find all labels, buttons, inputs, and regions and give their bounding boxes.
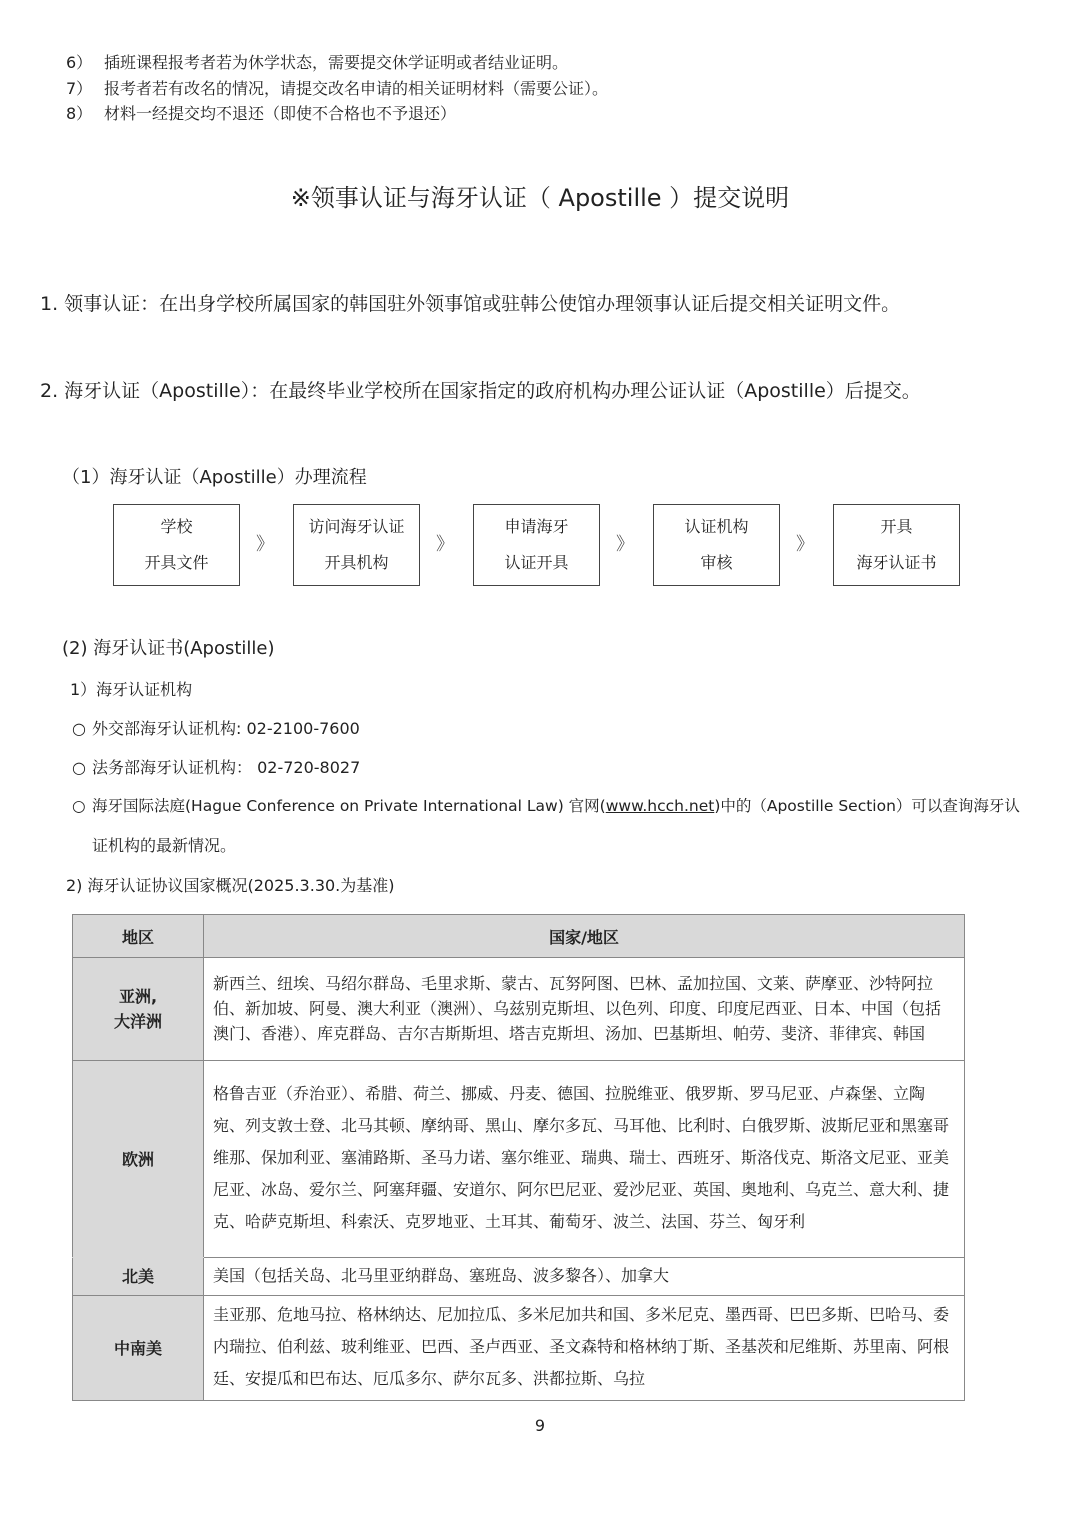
section-apostille: 2. 海牙认证（Apostille）：在最终毕业学校所在国家指定的政府机构办理公证认证（Apostille）后提交。 — [40, 380, 921, 402]
flow-arrow: 》 — [796, 534, 814, 555]
flow-step-2: 访问海牙认证 开具机构 — [293, 504, 420, 586]
table-header-row — [73, 915, 965, 958]
section-consular: 1. 领事认证：在出身学校所属国家的韩国驻外领事馆或驻韩公使馆办理领事认证后提交相关证明文件。 — [40, 293, 901, 315]
table-row — [73, 1258, 965, 1296]
region-cell: 北美 — [73, 1258, 204, 1296]
flow-arrow: 》 — [616, 534, 634, 555]
hcch-link[interactable]: www.hcch.net — [605, 797, 715, 815]
countries-cell: 美国（包括关岛、北马里亚纳群岛、塞班岛、波多黎各）、加拿大 — [204, 1258, 965, 1296]
countries-subheading: 2) 海牙认证协议国家概况(2025.3.30.为基准) — [66, 876, 395, 895]
flow-arrow: 》 — [436, 534, 454, 555]
region-cell: 亚洲, 大洋洲 — [73, 958, 204, 1061]
page-number: 9 — [534, 1416, 546, 1435]
table-row — [73, 958, 965, 1061]
apostille-countries-table — [72, 914, 965, 1401]
list-item: 6） 插班课程报考者若为休学状态，需要提交休学证明或者结业证明。 — [66, 53, 569, 72]
agency-subheading: 1）海牙认证机构 — [70, 680, 193, 699]
list-item: 7） 报考者若有改名的情况，请提交改名申请的相关证明材料（需要公证）。 — [66, 79, 609, 98]
region-cell: 中南美 — [73, 1296, 204, 1401]
countries-cell: 圭亚那、危地马拉、格林纳达、尼加拉瓜、多米尼加共和国、多米尼克、墨西哥、巴巴多斯、巴哈马、委内瑞拉、伯利兹、玻利维亚、巴西、圣卢西亚、圣文森特和格林纳丁斯、圣基茨和尼维斯、苏里南、阿根廷、安提瓜和巴布达、厄瓜多尔、萨尔瓦多、洪都拉斯、乌拉 — [204, 1296, 965, 1401]
flow-step-4: 认证机构 审核 — [653, 504, 780, 586]
table-row — [73, 1296, 965, 1401]
bullet-icon: ○ — [72, 719, 86, 738]
header-region: 地区 — [73, 915, 204, 958]
bullet-icon: ○ — [72, 797, 86, 815]
certificate-heading: (2) 海牙认证书(Apostille) — [62, 638, 275, 659]
countries-cell: 格鲁吉亚（乔治亚）、希腊、荷兰、挪威、丹麦、德国、拉脱维亚、俄罗斯、罗马尼亚、卢森堡、立陶宛、列支敦士登、北马其顿、摩纳哥、黑山、摩尔多瓦、马耳他、比利时、白俄罗斯、波斯尼亚和黑塞哥维那、保加利亚、塞浦路斯、圣马力诺、塞尔维亚、瑞典、瑞士、西班牙、斯洛伐克、斯洛文尼亚、亚美尼亚、冰岛、爱尔兰、阿塞拜疆、安道尔、阿尔巴尼亚、爱沙尼亚、英国、奥地利、乌克兰、意大利、捷克、哈萨克斯坦、科索沃、克罗地亚、土耳其、葡萄牙、波兰、法国、芬兰、匈牙利 — [204, 1061, 965, 1258]
process-heading: （1）海牙认证（Apostille）办理流程 — [62, 467, 367, 488]
agency-item-continuation: 证机构的最新情况。 — [92, 836, 237, 855]
flow-step-3: 申请海牙 认证开具 — [473, 504, 600, 586]
agency-item: ○ 法务部海牙认证机构： 02-720-8027 — [72, 758, 361, 777]
agency-item: ○ 海牙国际法庭(Hague Conference on Private International Law) 官网(www.hcch.net)中的（Apostille Section）可以查询海牙认 — [72, 797, 1020, 815]
table-row — [73, 1061, 965, 1258]
agency-item: ○ 外交部海牙认证机构: 02-2100-7600 — [72, 719, 360, 738]
page-title: ※领事认证与海牙认证（ Apostille ）提交说明 — [290, 184, 790, 212]
list-item: 8） 材料一经提交均不退还（即使不合格也不予退还） — [66, 104, 457, 123]
flow-step-5: 开具 海牙认证书 — [833, 504, 960, 586]
bullet-icon: ○ — [72, 758, 86, 777]
flow-arrow: 》 — [256, 534, 274, 555]
flow-step-1: 学校 开具文件 — [113, 504, 240, 586]
header-countries: 国家/地区 — [204, 915, 965, 958]
countries-cell: 新西兰、纽埃、马绍尔群岛、毛里求斯、蒙古、瓦努阿图、巴林、孟加拉国、文莱、萨摩亚、沙特阿拉伯、新加坡、阿曼、澳大利亚（澳洲）、乌兹别克斯坦、以色列、印度、印度尼西亚、日本、中国（包括澳门、香港）、库克群岛、吉尔吉斯斯坦、塔吉克斯坦、汤加、巴基斯坦、帕劳、斐济、菲律宾、韩国 — [204, 958, 965, 1061]
region-cell: 欧洲 — [73, 1061, 204, 1258]
